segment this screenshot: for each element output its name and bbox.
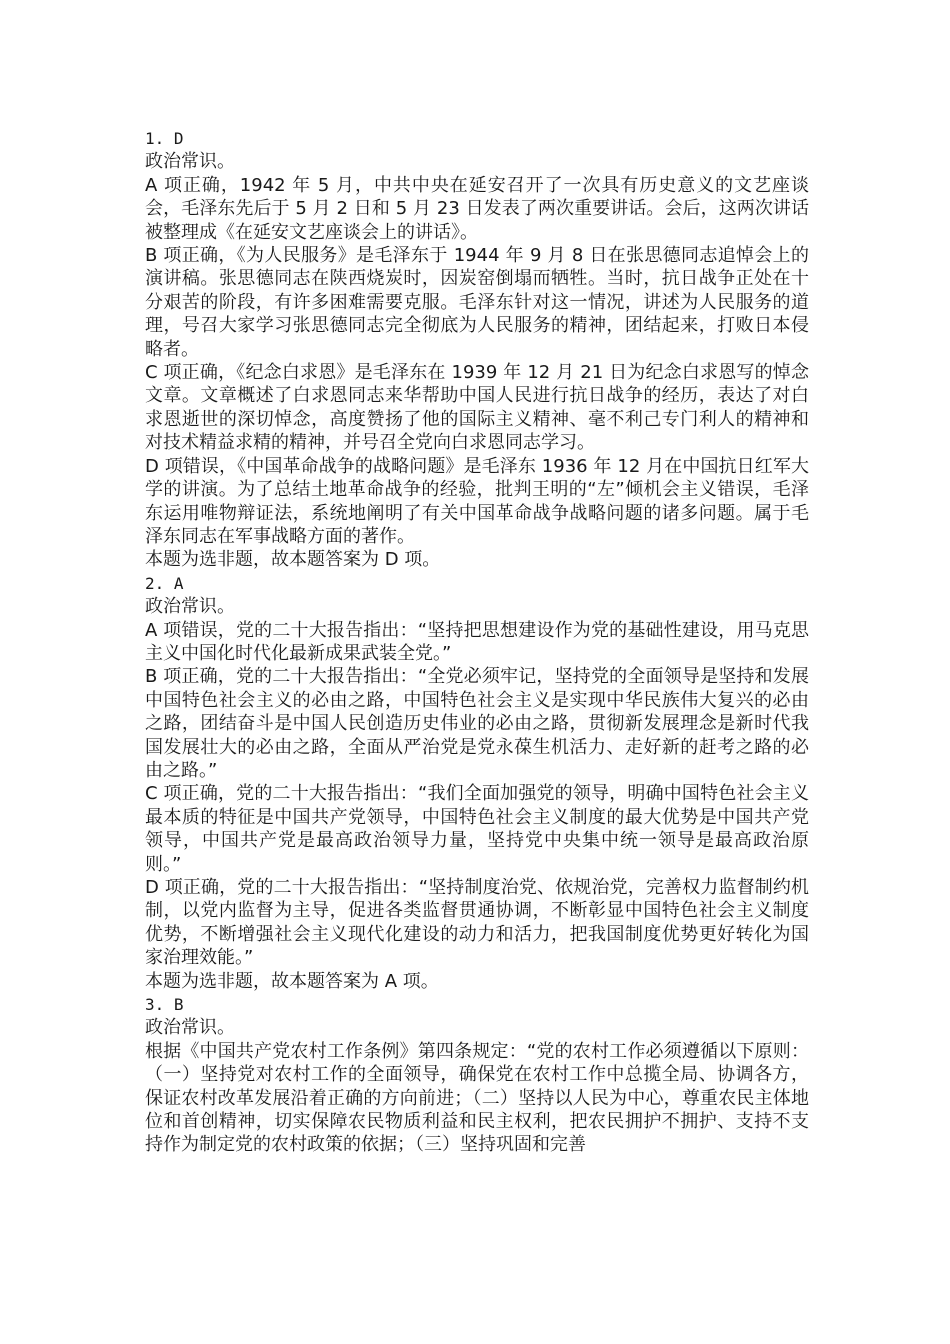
question-2-conclusion: 本题为选非题，故本题答案为 A 项。 bbox=[145, 970, 439, 992]
question-1-conclusion: 本题为选非题，故本题答案为 D 项。 bbox=[145, 549, 441, 571]
question-3-explanation: 根据《中国共产党农村工作条例》第四条规定：“党的农村工作必须遵循以下原则：（一）坚持党对农村工作的全面领导，确保党在农村工作中总揽全局、协调各方，保证农村改革发展沿着正确的方向前进；（二）坚持以人民为中心，尊重农民主体地位和首创精神，切实保障农民物质利益和民主权利，把农民拥护不拥护、支持不支持作为制定党的农村政策的依据；（三）坚持巩固和完善 bbox=[145, 1040, 809, 1156]
question-1-option-b: B 项正确，《为人民服务》是毛泽东于 1944 年 9 月 8 日在张思德同志追悼会上的演讲稿。张思德同志在陕西烧炭时，因炭窑倒塌而牺牲。当时，抗日战争正处在十分艰苦的阶段，有许多困难需要克服。毛泽东针对这一情况，讲述为人民服务的道理，号召大家学习张思德同志完全彻底为人民服务的精神，团结起来，打败日本侵略者。 bbox=[145, 245, 809, 360]
answer-explanations bbox=[145, 127, 809, 1157]
question-2-option-d: D 项正确，党的二十大报告指出：“坚持制度治党、依规治党，完善权力监督制约机制，以党内监督为主导，促进各类监督贯通协调，不断彰显中国特色社会主义制度优势，不断增强社会主义现代化建设的动力和活力，把我国制度优势更好转化为国家治理效能。” bbox=[145, 877, 809, 969]
question-1-category: 政治常识。 bbox=[145, 151, 235, 173]
question-2-option-a: A 项错误，党的二十大报告指出：“坚持把思想建设作为党的基础性建设，用马克思主义中国化时代化最新成果武装全党。” bbox=[145, 619, 809, 664]
question-2-option-c: C 项正确，党的二十大报告指出：“我们全面加强党的领导，明确中国特色社会主义最本质的特征是中国共产党领导，中国特色社会主义制度的最大优势是中国共产党领导，中国共产党是最高政治领导力量，坚持党中央集中统一领导是最高政治原则。” bbox=[145, 783, 809, 875]
question-2-option-b: B 项正确，党的二十大报告指出：“全党必须牢记，坚持党的全面领导是坚持和发展中国特色社会主义的必由之路，中国特色社会主义是实现中华民族伟大复兴的必由之路，团结奋斗是中国人民创造历史伟业的必由之路，贯彻新发展理念是新时代我国发展壮大的必由之路，全面从严治党是党永葆生机活力、走好新的赶考之路的必由之路。” bbox=[145, 666, 809, 781]
question-3-answer: 3. B bbox=[145, 995, 184, 1015]
question-2-answer: 2. A bbox=[145, 573, 184, 593]
question-3-category: 政治常识。 bbox=[145, 1017, 235, 1039]
question-1-option-d: D 项错误，《中国革命战争的战略问题》是毛泽东 1936 年 12 月在中国抗日红军大学的讲演。为了总结土地革命战争的经验，批判王明的“左”倾机会主义错误，毛泽东运用唯物辩证法，系统地阐明了有关中国革命战争战略问题的诸多问题。属于毛泽东同志在军事战略方面的著作。 bbox=[145, 455, 809, 547]
question-1-option-a: A 项正确，1942 年 5 月，中共中央在延安召开了一次具有历史意义的文艺座谈会，毛泽东先后于 5 月 2 日和 5 月 23 日发表了两次重要讲话。会后，这两次讲话被整理成《在延安文艺座谈会上的讲话》。 bbox=[145, 174, 809, 243]
question-2-category: 政治常识。 bbox=[145, 596, 235, 618]
question-1-answer: 1. D bbox=[145, 129, 184, 148]
question-1-option-c: C 项正确，《纪念白求恩》是毛泽东在 1939 年 12 月 21 日为纪念白求恩写的悼念文章。文章概述了白求恩同志来华帮助中国人民进行抗日战争的经历，表达了对白求恩逝世的深切悼念，高度赞扬了他的国际主义精神、毫不利己专门利人的精神和对技术精益求精的精神，并号召全党向白求恩同志学习。 bbox=[145, 362, 809, 454]
